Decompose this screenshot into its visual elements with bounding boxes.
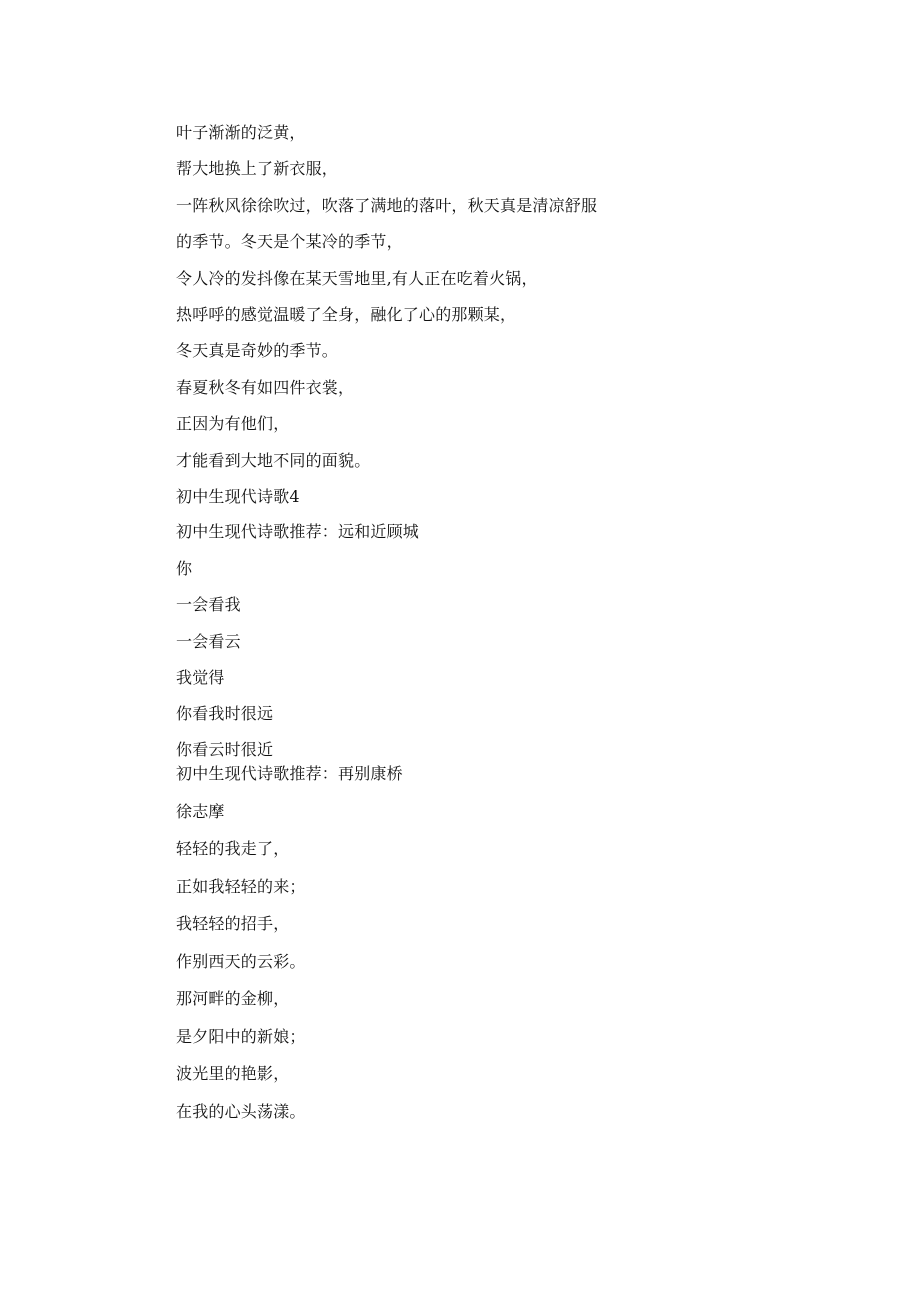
text-line: 我轻轻的招手， — [176, 914, 290, 933]
text-line: 一会看我 — [176, 595, 241, 614]
text-line: 那河畔的金柳， — [176, 989, 290, 1008]
text-line: 我觉得 — [176, 668, 225, 687]
text-line: 轻轻的我走了， — [176, 839, 290, 858]
poem-author: 徐志摩 — [176, 802, 225, 821]
text-line: 正如我轻轻的来； — [176, 877, 306, 896]
text-line: 的季节。冬天是个某冷的季节， — [176, 232, 403, 251]
poem-title: 初中生现代诗歌推荐：远和近顾城 — [176, 522, 420, 541]
text-line: 春夏秋冬有如四件衣裳， — [176, 378, 355, 397]
text-line: 是夕阳中的新娘； — [176, 1027, 306, 1046]
text-line: 叶子渐渐的泛黄， — [176, 123, 306, 142]
text-line: 一会看云 — [176, 632, 241, 651]
section-heading: 初中生现代诗歌4 — [176, 487, 300, 506]
text-line: 正因为有他们， — [176, 414, 290, 433]
text-line: 在我的心头荡漾。 — [176, 1102, 306, 1121]
text-line: 你看我时很远 — [176, 704, 274, 723]
text-line: 帮大地换上了新衣服， — [176, 159, 339, 178]
poem-title: 初中生现代诗歌推荐：再别康桥 — [176, 764, 403, 783]
text-line: 你 — [176, 559, 193, 578]
text-line: 令人冷的发抖像在某天雪地里,有人正在吃着火锅， — [176, 269, 538, 288]
text-line: 冬天真是奇妙的季节。 — [176, 341, 339, 360]
text-line: 一阵秋风徐徐吹过，吹落了满地的落叶，秋天真是清凉舒服 — [176, 196, 598, 215]
text-line: 你看云时很近 — [176, 740, 274, 759]
text-line: 热呼呼的感觉温暖了全身，融化了心的那颗某， — [176, 305, 517, 324]
text-line: 波光里的艳影， — [176, 1064, 290, 1083]
text-line: 作别西天的云彩。 — [176, 952, 306, 971]
text-line: 才能看到大地不同的面貌。 — [176, 451, 371, 470]
